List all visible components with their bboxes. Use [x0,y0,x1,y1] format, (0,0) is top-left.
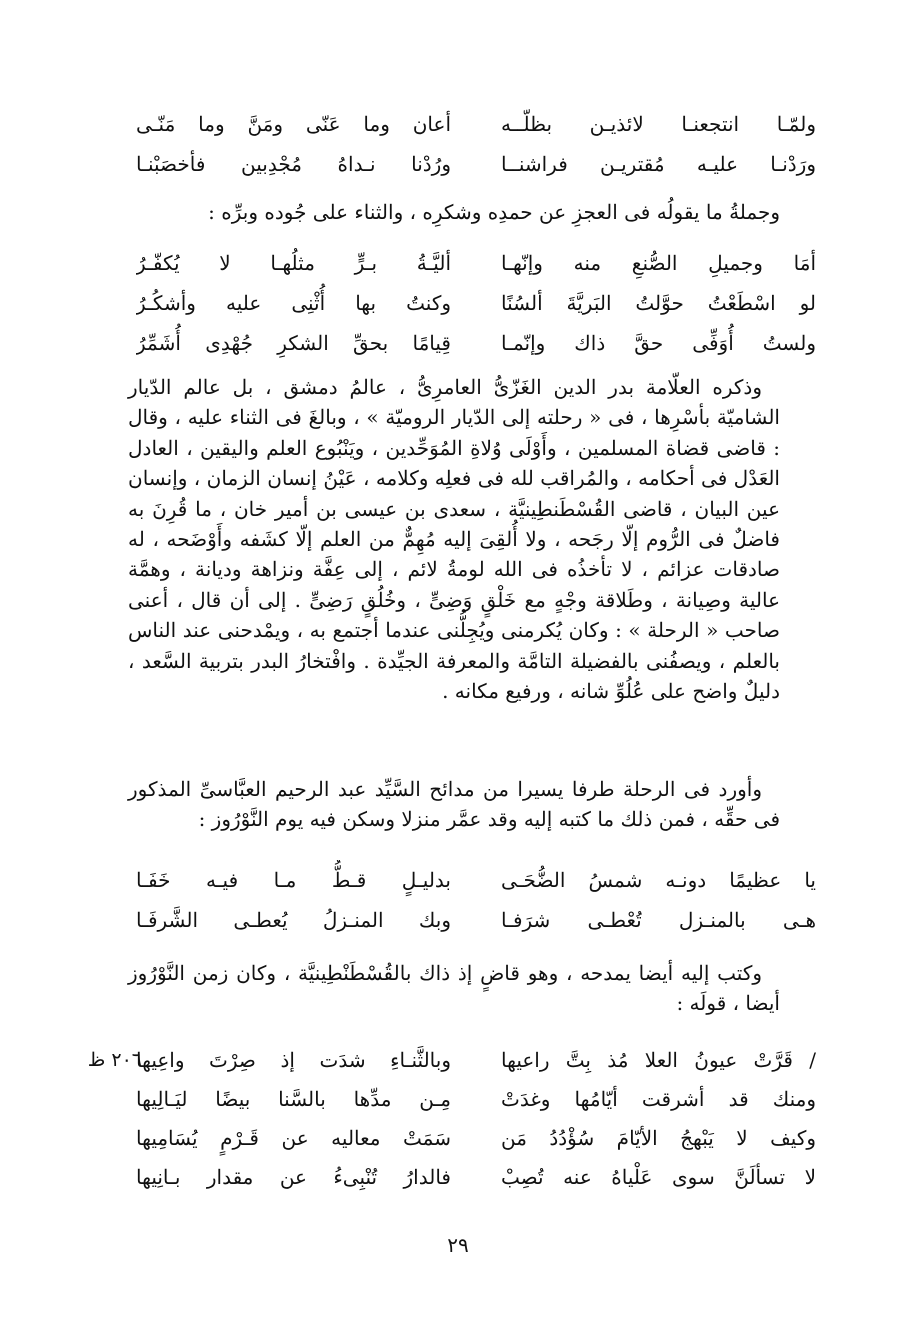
verse-first-hemistich: / قَرَّتْ عيونُ العلا مُذ بِتَّ راعيها [501,1048,816,1072]
verse [136,243,816,283]
verse-first-hemistich: ولستُ أُوَفِّى حقَّ ذاك وإنّمـا [501,331,816,355]
verse-second-hemistich: سَمَتْ معاليه عن قَـرْمٍ يُسَامِيها [136,1126,451,1150]
verse-second-hemistich: بدليـلٍ قـطُّ مـا فيـه خَفَـا [136,868,451,892]
verse-first-hemistich: أمَا وجميلِ الصُّنعِ منه وإنّهـا [501,251,816,275]
verse-second-hemistich: فالدارُ تُنْبِىءُ عن مقدار بـانِيها [136,1165,451,1189]
verse [136,860,816,900]
margin-folio-note: ٢٠٦ ظ [87,1049,142,1071]
verse-second-hemistich: قِيامًا بحقِّ الشكرِ جُهْدِى أُشَمِّرُ [136,331,451,355]
verse-first-hemistich: ومنك قد أشرقت أيّامُها وغدَتْ [501,1087,816,1111]
page-number: ٢٩ [447,1233,469,1257]
verse-first-hemistich: هـى بالمنـزل تُعْطـى شرَفـا [501,908,816,932]
verse [136,1118,816,1158]
verse [136,1079,816,1119]
intro-paragraph: وجملةُ ما يقولُه فى العجزِ عن حمدِه وشكرِه ، والثناء على جُوده وبرِّه : [208,200,780,224]
verse-first-hemistich: لا تسألَنَّ سوى عَلْياهُ عنه تُصِبْ [501,1165,816,1189]
verse [136,104,816,144]
body-paragraph: وذكره العلّامة بدر الدين الغَزّىُّ العامرِىُّ ، عالمُ دمشق ، بل عالم الدّيار الشاميّة بأسْرِها ، فى « رحلته إلى الدّيار الروميّة » ، وبالغَ فى الثناء عليه ، وقال : قاضى قضاة المسلمين ، وأَوْلَى وُلاةِ المُوَحِّدين ، ويَنْبُوع العلم واليقين ، العادل العَدْل فى أحكامه ، والمُراقب لله فى فعلِه وكلامه ، عَيْنُ إنسان الزمان ، وإنسان عين البيان ، قاضى القُسْطَنطِينيَّة ، سعدى بن عيسى بن أمير خان ، ما قُرِنَ به فاضلٌ فى الرُّوم إلّا رجَحه ، ولا أُلقِىَ إليه مُهِمٌّ من العلم إلّا كشَفه وأَوْضَحه ، له صادقات عزائم ، لا تأخذُه فى الله لومةُ لائم ، إلى عِفَّة ونزاهة وديانة ، وهمَّة عالية وصِيانة ، وطَلاقة وجْهٍ مع خَلْقٍ وَضِىٍّ ، وخُلُقٍ رَضِىٍّ . إلى أن قال ، أعنى صاحب « الرحلة » : وكان يُكرمنى ويُجِلُّنى عندما أجتمع به ، ويمْدحنى عند الناس بالعلم ، ويصفُنى بالفضيلة التامَّة والمعرفة الجيِّدة . وافْتخارُ البدر بتربية السَّعد ، دليلٌ واضح على عُلُوِّ شانه ، ورفيع مكانه . [128,375,780,704]
verse [136,144,816,184]
body-paragraph: وأورد فى الرحلة طرفا يسيرا من مدائح السَّيِّد عبد الرحيم العبَّاسىِّ المذكور فى حقِّه ، فمن ذلك ما كتبه إليه وقد عمَّر منزلا وسكن فيه يوم النَّوْرُوز : [128,777,780,832]
verse [136,1157,816,1197]
verse-first-hemistich: يا عظيمًا دونـه شمسُ الضُّحَـى [501,868,816,892]
verse-second-hemistich: وكنتُ بها أُثْنِى عليه وأشكُـرُ [136,291,451,315]
verse [136,323,816,363]
verse [136,1040,816,1080]
verse-first-hemistich: لو اسْطَعْتُ حوَّلتُ البَريَّةَ ألسُنًا [501,291,816,315]
verse-second-hemistich: مِـن مدِّها بالسَّنا بيضًا ليَـالِيها [136,1087,451,1111]
verse-first-hemistich: ورَدْنـا عليـه مُقتريـن فراشنــا [501,152,816,176]
body-paragraph: وكتب إليه أيضا يمدحه ، وهو قاضٍ إذ ذاك بالقُسْطَنْطِينيَّة ، وكان زمن النَّوْرُوز أيضا ، قولَه : [128,961,780,1016]
verse [136,900,816,940]
verse-second-hemistich: وبالثَّنـاءِ شدَت إذ صِرْتَ واعِيها [136,1048,451,1072]
verse-second-hemistich: وبك المنـزلُ يُعطـى الشَّرفَـا [136,908,451,932]
verse [136,283,816,323]
verse-first-hemistich: وكيف لا يَبْهجُ الأيّامَ سُؤْدُدُ مَن [501,1126,816,1150]
verse-first-hemistich: ولمّـا انتجعنـا لائذيـن بظلّــه [501,112,816,136]
verse-second-hemistich: أعان وما عَنّى ومَنَّ وما مَنّـى [136,112,451,136]
verse-second-hemistich: أليَّـةُ بـرٍّ مثلُهـا لا يُكفّـرُ [136,251,451,275]
verse-second-hemistich: ورُدْنا نـداهُ مُجْدِبين فأخصَبْنـا [136,152,451,176]
